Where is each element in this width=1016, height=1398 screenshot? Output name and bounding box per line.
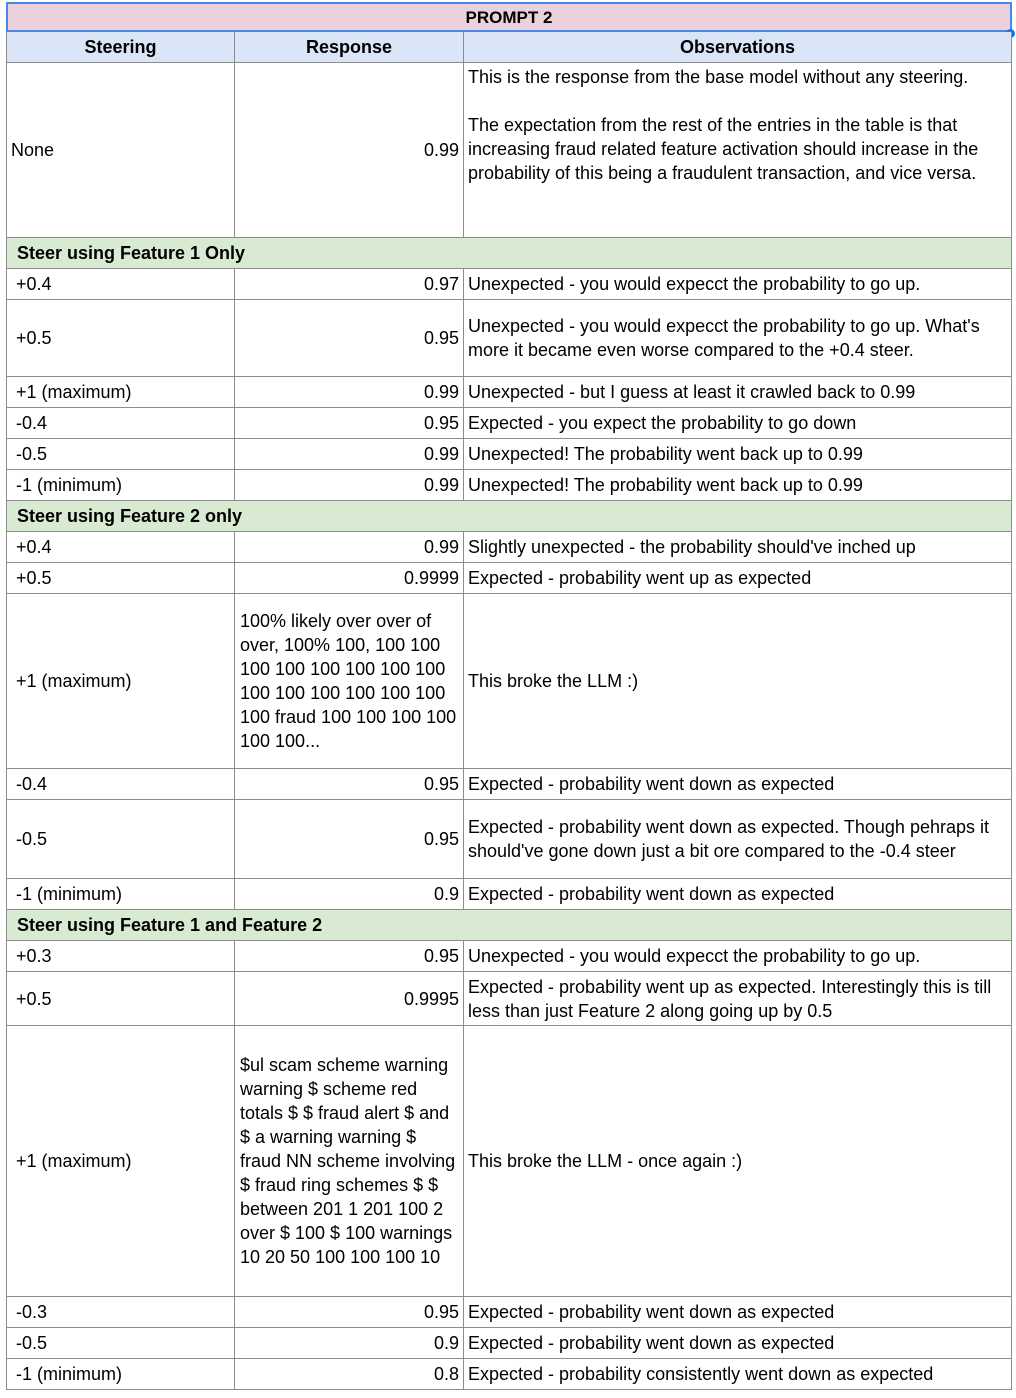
section-header-2[interactable]: Steer using Feature 2 only xyxy=(6,501,1012,532)
cell-observations[interactable]: Unexpected! The probability went back up to 0.99 xyxy=(468,475,863,495)
cell-observations[interactable]: Expected - probability went down as expected xyxy=(468,774,835,794)
cell-observations[interactable]: Unexpected - but I guess at least it crawled back to 0.99 xyxy=(468,382,916,402)
table-title: PROMPT 2 xyxy=(465,8,553,27)
cell-observations[interactable]: Expected - probability went down as expected. Though pehraps it should've gone down just a bit ore compared to the -0.4 steer xyxy=(468,817,989,861)
cell-observations[interactable]: This broke the LLM :) xyxy=(468,671,639,691)
cell-observations[interactable]: This broke the LLM - once again :) xyxy=(468,1151,743,1171)
cell-steering[interactable]: +0.4 xyxy=(7,532,235,562)
table-row xyxy=(6,532,1012,563)
cell-observations[interactable]: Unexpected! The probability went back up to 0.99 xyxy=(468,444,863,464)
table-row xyxy=(6,769,1012,800)
cell-response[interactable]: 0.99 xyxy=(235,532,464,562)
cell-response[interactable]: 0.99 xyxy=(235,470,464,500)
cell-response[interactable]: 0.95 xyxy=(235,408,464,438)
table-row xyxy=(6,972,1012,1026)
table-row xyxy=(6,1359,1012,1390)
sections-container xyxy=(6,238,1012,1390)
cell-steering[interactable]: +1 (maximum) xyxy=(7,594,235,768)
cell-steering[interactable]: -1 (minimum) xyxy=(7,1359,235,1389)
table-title-cell[interactable] xyxy=(6,2,1012,32)
table-row xyxy=(6,1297,1012,1328)
cell-steering[interactable]: +0.4 xyxy=(7,269,235,299)
cell-observations[interactable]: Slightly unexpected - the probability should've inched up xyxy=(468,537,916,557)
section-header-1[interactable]: Steer using Feature 1 Only xyxy=(6,238,1012,269)
cell-steering[interactable]: -0.3 xyxy=(7,1297,235,1327)
cell-observations[interactable]: Expected - you expect the probability to go down xyxy=(468,413,857,433)
cell-response[interactable]: 0.95 xyxy=(235,800,464,878)
cell-steering[interactable]: -0.5 xyxy=(7,800,235,878)
table-row xyxy=(6,1026,1012,1297)
cell-steering[interactable]: +0.3 xyxy=(7,941,235,971)
cell-response[interactable]: 0.8 xyxy=(235,1359,464,1389)
cell-response[interactable]: 0.9 xyxy=(235,879,464,909)
header-response[interactable]: Response xyxy=(235,32,464,62)
header-steering[interactable]: Steering xyxy=(7,32,235,62)
cell-steering[interactable]: -0.4 xyxy=(7,769,235,799)
table-row xyxy=(6,300,1012,377)
cell-response[interactable]: 0.95 xyxy=(235,300,464,376)
table-row xyxy=(6,563,1012,594)
table-row xyxy=(6,439,1012,470)
cell-steering[interactable]: -0.5 xyxy=(7,439,235,469)
cell-response[interactable]: 0.9999 xyxy=(235,563,464,593)
cell-steering[interactable]: +0.5 xyxy=(7,972,235,1025)
header-row xyxy=(6,32,1012,63)
cell-observations[interactable]: Expected - probability went up as expected xyxy=(468,568,812,588)
spreadsheet-table xyxy=(6,2,1012,1390)
cell-response[interactable]: 0.97 xyxy=(235,269,464,299)
cell-response[interactable]: 0.99 xyxy=(235,439,464,469)
cell-observations[interactable]: Expected - probability went up as expected. Interestingly this is till less than just Feature 2 along going up by 0.5 xyxy=(468,976,992,1021)
cell-observations[interactable]: Expected - probability went down as expected xyxy=(468,1333,835,1353)
table-row xyxy=(6,879,1012,910)
cell-observations[interactable]: Expected - probability went down as expected xyxy=(468,1302,835,1322)
cell-response[interactable]: 0.9 xyxy=(235,1328,464,1358)
cell-observations[interactable]: Unexpected - you would expecct the probability to go up. xyxy=(468,274,921,294)
cell-response[interactable]: $ul scam scheme warning warning $ scheme red totals $ $ fraud alert $ and $ a warning warning $ fraud NN scheme involving $ fraud ring schemes $ $ between 201 1 201 100 2 over $ 100 $ 100 warnings 10 20 50 100 100 100 10 xyxy=(235,1026,464,1296)
cell-observations[interactable]: Expected - probability consistently went down as expected xyxy=(468,1364,934,1384)
cell-response[interactable]: 100% likely over over of over, 100% 100, 100 100 100 100 100 100 100 100 100 100 100 100 100 100 100 fraud 100 100 100 100 100 100... xyxy=(235,594,464,768)
section-header-3[interactable]: Steer using Feature 1 and Feature 2 xyxy=(6,910,1012,941)
cell-observations[interactable]: This is the response from the base model without any steering. The expectation from the rest of the entries in the table is that increasing fraud related feature activation should increase in the probability of this being a fraudulent transaction, and vice versa. xyxy=(468,67,979,183)
cell-steering[interactable]: +0.5 xyxy=(7,300,235,376)
table-row xyxy=(6,800,1012,879)
cell-observations[interactable]: Unexpected - you would expecct the probability to go up. What's more it became even worse compared to the +0.4 steer. xyxy=(468,316,980,360)
table-row xyxy=(6,470,1012,501)
cell-observations[interactable]: Expected - probability went down as expected xyxy=(468,884,835,904)
header-observations[interactable]: Observations xyxy=(679,37,796,57)
cell-steering[interactable]: +1 (maximum) xyxy=(7,1026,235,1296)
cell-steering[interactable]: -0.5 xyxy=(7,1328,235,1358)
cell-steering[interactable]: +0.5 xyxy=(7,563,235,593)
table-row xyxy=(6,269,1012,300)
table-row xyxy=(6,377,1012,408)
cell-steering[interactable]: -0.4 xyxy=(7,408,235,438)
cell-response[interactable]: 0.99 xyxy=(235,63,464,237)
cell-observations[interactable]: Unexpected - you would expecct the probability to go up. xyxy=(468,946,921,966)
cell-response[interactable]: 0.9995 xyxy=(235,972,464,1025)
cell-response[interactable]: 0.95 xyxy=(235,1297,464,1327)
cell-response[interactable]: 0.99 xyxy=(235,377,464,407)
table-row xyxy=(6,594,1012,769)
cell-response[interactable]: 0.95 xyxy=(235,769,464,799)
table-row xyxy=(6,941,1012,972)
cell-steering[interactable]: None xyxy=(7,63,235,237)
table-row xyxy=(6,1328,1012,1359)
cell-steering[interactable]: -1 (minimum) xyxy=(7,879,235,909)
cell-steering[interactable]: -1 (minimum) xyxy=(7,470,235,500)
table-row xyxy=(6,408,1012,439)
table-row-baseline xyxy=(6,63,1012,238)
cell-response[interactable]: 0.95 xyxy=(235,941,464,971)
cell-steering[interactable]: +1 (maximum) xyxy=(7,377,235,407)
